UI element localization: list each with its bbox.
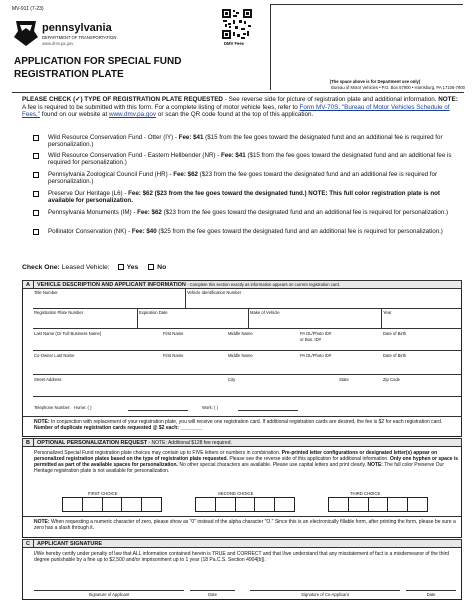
yes-label: Yes: [126, 264, 139, 271]
form-title-line2: REGISTRATION PLATE: [14, 69, 124, 80]
option-name: Wild Resource Conservation Fund - Otter (IY) -: [48, 134, 179, 141]
section-c-header: [22, 539, 462, 548]
option-name: Pennsylvania Monuments (IM) -: [48, 209, 138, 216]
middle-name-label: Middle Name: [228, 331, 253, 336]
state-name: pennsylvania: [42, 22, 112, 34]
instructions-text: No other special characters are available. Please use capital letters and print clearly.: [177, 462, 368, 468]
coapplicant-date-label: Date: [426, 592, 436, 597]
checkbox-icon[interactable]: [33, 172, 39, 178]
form-title-line1: APPLICATION FOR SPECIAL FUND: [14, 56, 182, 67]
plate-option-heritage[interactable]: [34, 190, 464, 204]
option-details: ($23 from the fee goes toward the designated fund and an additional fee is required for personalization.): [48, 171, 438, 186]
first-choice-boxes[interactable]: [62, 497, 162, 512]
note-text: When requesting a numeric character of zero, please show as "0" instead of the alpha character "O." Since this is an electronically fillable form, after printing the form, please be sure a zero has a slash through it.: [34, 519, 456, 531]
telephone-label: Telephone Number:: [34, 405, 71, 410]
first-choice-label: FIRST CHOICE: [88, 491, 118, 496]
co-owner-last-name-label: Co-Owner Last Name: [34, 353, 75, 358]
leased-vehicle-label: Leased Vehicle:: [61, 264, 110, 271]
applicant-date-field[interactable]: [190, 580, 235, 590]
checkbox-icon[interactable]: [33, 229, 39, 235]
option-name: Pennsylvania Zoological Council Fund (HR) -: [48, 171, 174, 178]
applicant-date-label: Date: [208, 592, 217, 597]
bureau-address: Bureau of Motor Vehicles • P.O. Box 67900 • Harrisburg, PA 17106-7900: [331, 85, 465, 90]
intro-text-1: - See reverse side for picture of registration plate and additional information.: [222, 96, 439, 103]
telephone-row: [34, 405, 92, 410]
last-name-label: Last Name (Or Full Business Name): [34, 331, 102, 336]
intro-text-2: A fee is required to be submitted with this form. For a complete listing of motor vehicle fees, refer to: [22, 103, 300, 111]
duplicate-cards-note: [34, 419, 459, 431]
option-details: ($15 from the fee goes toward the designated fund and an additional fee is required for personalization.): [48, 134, 443, 149]
home-phone-label: Home: ( ): [74, 405, 92, 410]
section-c-letter: C: [23, 540, 34, 548]
expiration-date-label: Expiration Date: [139, 310, 168, 315]
no-label: No: [157, 264, 167, 271]
checkbox-icon[interactable]: [33, 135, 39, 141]
section-b-title: OPTIONAL PERSONALIZATION REQUEST: [37, 440, 148, 446]
first-name-label: First Name: [163, 331, 184, 336]
coapplicant-signature-field[interactable]: [250, 580, 400, 590]
dl-photo-id-label: PA DL/Photo ID#: [300, 331, 332, 336]
mv70s-link[interactable]: Form MV-70S, "Bureau of Motor Vehicles Schedule of Fees,": [22, 103, 450, 119]
year-label: Year: [383, 310, 392, 315]
coapplicant-date-field[interactable]: [406, 580, 456, 590]
section-b-header: [22, 438, 462, 447]
qr-caption: DMV Fees: [224, 41, 245, 46]
leased-no-checkbox[interactable]: [148, 264, 154, 270]
instructions-bold: Pre-printed letter configurations or designated letter(s) appear on personalized registration plates based on the type of registration plate requested.: [34, 450, 438, 462]
option-fee: Fee: $41: [220, 152, 246, 159]
intro-text-3: found on our website at: [39, 111, 109, 119]
option-fee: Fee: $62: [137, 209, 162, 216]
co-middle-name-label: Middle Name: [228, 353, 253, 358]
instructions-bold: NOTE:: [367, 462, 383, 468]
make-label: Make of Vehicle: [250, 310, 280, 315]
option-fee: Fee: $62: [128, 190, 153, 197]
second-choice-label: SECOND CHOICE: [218, 491, 254, 496]
title-number-label: Title Number: [34, 290, 58, 295]
dmv-website-link[interactable]: www.dmv.pa.gov: [108, 111, 157, 119]
zip-code-label: Zip Code: [383, 377, 400, 382]
third-choice-boxes[interactable]: [328, 497, 428, 512]
option-name: Preserve Our Heritage (L6) -: [48, 190, 129, 197]
applicant-signature-field[interactable]: [34, 580, 184, 590]
note-text: In conjunction with replacement of your registration plate, you will receive one registration card. If additional registration cards are desired, the fee is $2 for each registration card.: [49, 419, 443, 425]
co-dl-photo-id-label: PA DL/Photo ID#: [300, 353, 332, 358]
certification-statement: I/We hereby certify under penalty of law that ALL information contained herein is TRUE and CORRECT and that I/we understand that any misstatement of fact is a misdemeanor of the third degree punishable by a fine up to $2,500 and/or imprisonment up to 1 year (18 Pa.C.S. Section 4904[b]).: [34, 551, 450, 563]
plate-option-pollinator[interactable]: [34, 228, 464, 235]
third-choice-label: THIRD CHOICE: [350, 491, 381, 496]
option-name: Pollinator Conservation (NK) -: [48, 228, 132, 235]
zero-character-note: [34, 519, 459, 531]
note-label: NOTE:: [34, 419, 50, 425]
state-label: State: [339, 377, 349, 382]
business-id-label: or Bus. ID#: [300, 337, 321, 342]
date-of-birth-label: Date of Birth: [383, 331, 407, 336]
section-a-body: [22, 289, 462, 437]
registration-plate-number-label: Registration Plate Number: [34, 310, 84, 315]
section-b-letter: B: [23, 439, 34, 447]
applicant-signature-label: Signature of Applicant: [88, 592, 130, 597]
intro-lead: PLEASE CHECK (✓) TYPE OF REGISTRATION PLATE REQUESTED: [22, 96, 223, 103]
second-choice-boxes[interactable]: [195, 497, 295, 512]
coapplicant-signature-label: Signature of Co-Applicant: [301, 592, 349, 597]
section-a-title: VEHICLE DESCRIPTION AND APPLICANT INFORMATION: [37, 282, 186, 288]
section-b-subtitle: - NOTE: Additional $128 fee required.: [147, 440, 232, 446]
checkbox-icon[interactable]: [33, 191, 39, 197]
co-first-name-label: First Name: [163, 353, 184, 358]
option-fee: Fee: $62: [173, 171, 198, 178]
co-date-of-birth-label: Date of Birth: [383, 353, 407, 358]
vin-field[interactable]: [187, 296, 460, 306]
intro-note-label: NOTE:: [438, 96, 458, 103]
checkbox-icon[interactable]: [33, 153, 39, 159]
check-one-label: Check One:: [22, 264, 60, 271]
option-fee: Fee: $41: [178, 134, 204, 141]
instructions-text: Please see the reverse side of this application for additional information.: [227, 456, 390, 462]
personalization-instructions: [34, 450, 459, 474]
plate-option-hellbender[interactable]: [34, 152, 464, 166]
leased-yes-checkbox[interactable]: [118, 264, 124, 270]
section-a-subtitle: - Complete this section exactly as information appears on current registration card.: [185, 282, 341, 287]
city-label: City: [228, 377, 236, 382]
option-details: ($23 from the fee goes toward the designated fund and an additional fee is required for personalization.): [161, 209, 449, 216]
title-number-field[interactable]: [34, 296, 182, 306]
street-address-label: Street Address: [34, 377, 62, 382]
option-details: ($15 from the fee goes toward the designated fund and an additional fee is required for personalization.): [48, 152, 452, 167]
plate-option-otter[interactable]: [34, 134, 464, 148]
section-a-letter: A: [23, 281, 34, 289]
plate-option-monuments[interactable]: [34, 209, 464, 216]
work-phone-label: Work: ( ): [202, 405, 218, 410]
form-number: MV-911 (7-23): [12, 6, 44, 12]
department-use-note: (The space above is for Department use only): [329, 79, 421, 84]
qr-code-icon: [221, 8, 253, 40]
section-c-title: APPLICANT SIGNATURE: [37, 541, 102, 547]
vin-label: Vehicle Identification Number: [187, 290, 242, 295]
instructions-text: Personalized Special Fund registration plate choices may contain up to FIVE letters or numbers in combination.: [34, 450, 282, 456]
department-name: DEPARTMENT OF TRANSPORTATION: [42, 35, 117, 40]
checkbox-icon[interactable]: [33, 210, 39, 216]
plate-option-zoological[interactable]: [34, 171, 464, 185]
option-fee: Fee: $40: [131, 228, 157, 235]
instructions-text: The full color Preserve Our Heritage registration plate is not available for personalization.: [34, 462, 444, 474]
option-details: ($25 from the fee goes toward the designated fund and an additional fee is required for personalization.): [156, 228, 443, 235]
instructions-bold: Only one hyphen or space is permitted as part of the available spaces for personalization.: [34, 456, 459, 468]
intro-text-4: or scan the QR code found at the top of this application.: [156, 111, 314, 119]
note-label: NOTE:: [34, 519, 50, 525]
website-text: www.dmv.pa.gov: [42, 41, 74, 46]
option-name: Wild Resource Conservation Fund - Eastern Hellbender (NR) -: [48, 152, 221, 159]
leased-vehicle-row: [22, 264, 166, 272]
section-a-header: [22, 280, 462, 289]
intro-paragraph: [22, 96, 462, 119]
option-details: ($23 from the fee goes toward the designated fund.) NOTE: This full color registration plate is not available for personalization.: [48, 190, 440, 205]
duplicate-cards-request[interactable]: Number of duplicate registration cards requested @ $2 each: ________: [34, 425, 203, 431]
pa-keystone-logo-icon: [12, 19, 40, 47]
